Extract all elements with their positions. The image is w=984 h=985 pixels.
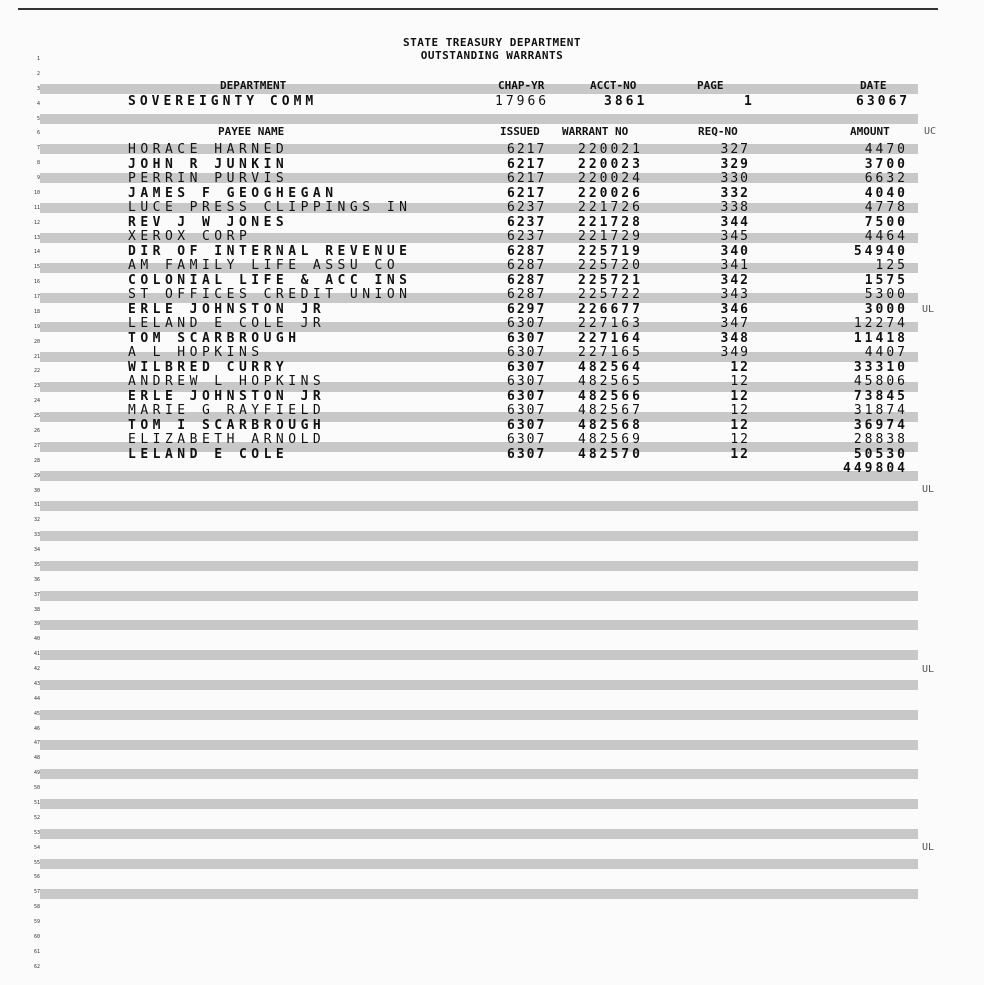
line-number: 12 [33, 219, 40, 226]
line-number: 53 [33, 829, 40, 836]
date-value: 63067 [856, 94, 911, 109]
req-number: 12 [730, 403, 750, 418]
line-number: 56 [33, 874, 40, 881]
issued-date: 6237 [507, 214, 547, 230]
line-number: 57 [33, 889, 40, 896]
req-no-label: REQ-NO [698, 125, 738, 138]
req-number: 342 [720, 272, 750, 288]
line-number: 43 [33, 680, 40, 687]
margin-mark: UC [924, 126, 937, 137]
line-number: 39 [33, 621, 40, 628]
stripe [40, 740, 918, 750]
line-number: 36 [33, 576, 40, 583]
payee-name: ELIZABETH ARNOLD [128, 432, 326, 447]
line-number: 27 [33, 442, 40, 449]
report-title: STATE TREASURY DEPARTMENT [402, 36, 582, 49]
line-number: 25 [33, 413, 40, 420]
payee-name: ERLE JOHNSTON JR [128, 388, 326, 404]
line-number: 48 [33, 755, 40, 762]
warrant-number: 225722 [578, 287, 643, 302]
warrant-number: 482568 [578, 417, 643, 433]
req-number: 12 [730, 359, 750, 375]
stripe [40, 471, 918, 481]
stripe [40, 591, 918, 601]
top-rule [18, 8, 938, 10]
amount: 12274 [853, 316, 908, 331]
warrant-number: 220021 [578, 142, 643, 157]
warrant-number: 221729 [578, 229, 643, 244]
acct-no-label: ACCT-NO [590, 79, 637, 92]
issued-date: 6217 [507, 185, 547, 201]
warrant-number: 221728 [578, 214, 643, 230]
stripe [40, 620, 918, 630]
req-number: 344 [720, 214, 750, 230]
stripe [40, 531, 918, 541]
department-value: SOVEREIGNTY COMM [128, 94, 318, 109]
stripe [40, 114, 918, 124]
stripe [40, 799, 918, 809]
amount-label: AMOUNT [850, 125, 890, 138]
stripe [40, 680, 918, 690]
payee-name: WILBRED CURRY [128, 359, 289, 375]
line-number: 46 [33, 725, 40, 732]
acct-no-value: 3861 [604, 94, 648, 109]
payee-name: JOHN R JUNKIN [128, 156, 289, 172]
amount: 6632 [864, 171, 908, 186]
payee-name: TOM SCARBROUGH [128, 330, 301, 346]
issued-label: ISSUED [500, 125, 540, 138]
stripe [40, 889, 918, 899]
line-number: 40 [33, 636, 40, 643]
line-number: 16 [33, 279, 40, 286]
payee-name: A L HOPKINS [128, 345, 264, 360]
req-number: 340 [720, 243, 750, 259]
amount: 4407 [864, 345, 908, 360]
chap-yr-label: CHAP-YR [498, 79, 545, 92]
issued-date: 6217 [507, 142, 547, 157]
line-number: 8 [36, 160, 40, 167]
line-number: 10 [33, 189, 40, 196]
line-number: 5 [36, 115, 40, 122]
payee-name: COLONIAL LIFE & ACC INS [128, 272, 412, 288]
line-number: 3 [36, 85, 40, 92]
warrant-number: 221726 [578, 200, 643, 215]
warrant-number: 225721 [578, 272, 643, 288]
req-number: 343 [720, 287, 750, 302]
req-number: 12 [730, 432, 750, 447]
amount: 4778 [864, 200, 908, 215]
line-number: 2 [36, 70, 40, 77]
line-number: 17 [33, 294, 40, 301]
line-number: 4 [36, 100, 40, 107]
req-number: 345 [720, 229, 750, 244]
issued-date: 6307 [507, 374, 547, 389]
line-number: 58 [33, 904, 40, 911]
line-number: 55 [33, 859, 40, 866]
warrant-number: 220024 [578, 171, 643, 186]
warrant-number: 220026 [578, 185, 643, 201]
req-number: 348 [720, 330, 750, 346]
margin-mark: UL [922, 304, 935, 315]
amount: 4464 [864, 229, 908, 244]
issued-date: 6307 [507, 417, 547, 433]
req-number: 12 [730, 446, 750, 462]
issued-date: 6307 [507, 403, 547, 418]
warrant-number: 226677 [578, 301, 643, 317]
amount: 3700 [864, 156, 908, 172]
payee-name: JAMES F GEOGHEGAN [128, 185, 338, 201]
amount: 36974 [853, 417, 908, 433]
issued-date: 6307 [507, 359, 547, 375]
line-number: 33 [33, 532, 40, 539]
report-header [0, 36, 984, 62]
line-number: 60 [33, 933, 40, 940]
line-number: 11 [33, 204, 40, 211]
line-number: 14 [33, 249, 40, 256]
issued-date: 6287 [507, 243, 547, 259]
line-number: 30 [33, 487, 40, 494]
line-number: 15 [33, 264, 40, 271]
page-value: 1 [744, 94, 752, 109]
warrant-number: 227165 [578, 345, 643, 360]
line-number: 41 [33, 651, 40, 658]
payee-name-label: PAYEE NAME [218, 125, 285, 138]
line-number: 42 [33, 666, 40, 673]
issued-date: 6217 [507, 156, 547, 172]
issued-date: 6307 [507, 432, 547, 447]
line-number: 6 [36, 130, 40, 137]
warrant-no-label: WARRANT NO [562, 125, 629, 138]
warrant-number: 220023 [578, 156, 643, 172]
warrant-number: 482569 [578, 432, 643, 447]
stripe [40, 501, 918, 511]
payee-name: HORACE HARNED [128, 142, 289, 157]
page-label: PAGE [697, 79, 724, 92]
amount: 4470 [864, 142, 908, 157]
issued-date: 6307 [507, 330, 547, 346]
issued-date: 6307 [507, 446, 547, 462]
payee-name: AM FAMILY LIFE ASSU CO [128, 258, 400, 273]
stripe [40, 710, 918, 720]
line-number: 7 [36, 145, 40, 152]
payee-name: LELAND E COLE JR [128, 316, 326, 331]
line-number: 23 [33, 383, 40, 390]
warrant-number: 482567 [578, 403, 643, 418]
amount: 1575 [864, 272, 908, 288]
warrant-number: 227163 [578, 316, 643, 331]
req-number: 346 [720, 301, 750, 317]
line-number: 62 [33, 963, 40, 970]
warrant-number: 227164 [578, 330, 643, 346]
line-number: 35 [33, 561, 40, 568]
req-number: 329 [720, 156, 750, 172]
payee-name: LUCE PRESS CLIPPINGS IN [128, 200, 412, 215]
line-number: 54 [33, 844, 40, 851]
issued-date: 6237 [507, 229, 547, 244]
total-amount: 449804 [843, 461, 908, 476]
line-number: 13 [33, 234, 40, 241]
line-number: 29 [33, 472, 40, 479]
issued-date: 6307 [507, 388, 547, 404]
req-number: 12 [730, 374, 750, 389]
line-number: 34 [33, 547, 40, 554]
issued-date: 6287 [507, 272, 547, 288]
line-number: 32 [33, 517, 40, 524]
req-number: 12 [730, 388, 750, 404]
payee-name: TOM I SCARBROUGH [128, 417, 326, 433]
req-number: 332 [720, 185, 750, 201]
amount: 31874 [853, 403, 908, 418]
req-number: 12 [730, 417, 750, 433]
line-number: 51 [33, 800, 40, 806]
stripe [40, 829, 918, 839]
line-number: 44 [33, 695, 40, 702]
stripe [40, 859, 918, 869]
warrant-number: 482566 [578, 388, 643, 404]
line-number: 37 [33, 591, 40, 598]
margin-mark: UL [922, 484, 935, 495]
amount: 45806 [853, 374, 908, 389]
amount: 3000 [864, 301, 908, 317]
issued-date: 6287 [507, 258, 547, 273]
payee-name: PERRIN PURVIS [128, 171, 289, 186]
line-number: 21 [33, 353, 40, 360]
payee-name: XEROX CORP [128, 229, 252, 244]
req-number: 338 [720, 200, 750, 215]
warrant-number: 482564 [578, 359, 643, 375]
payee-name: ST OFFICES CREDIT UNION [128, 287, 412, 302]
amount: 7500 [864, 214, 908, 230]
line-number: 19 [33, 323, 40, 330]
payee-name: DIR OF INTERNAL REVENUE [128, 243, 412, 259]
issued-date: 6237 [507, 200, 547, 215]
department-label: DEPARTMENT [220, 79, 287, 92]
date-label: DATE [860, 79, 887, 92]
amount: 33310 [853, 359, 908, 375]
req-number: 347 [720, 316, 750, 331]
issued-date: 6307 [507, 345, 547, 360]
warrant-number: 482570 [578, 446, 643, 462]
line-number: 47 [33, 740, 40, 747]
issued-date: 6217 [507, 171, 547, 186]
line-number: 28 [33, 457, 40, 464]
req-number: 341 [720, 258, 750, 273]
amount: 50530 [853, 446, 908, 462]
amount: 73845 [853, 388, 908, 404]
issued-date: 6307 [507, 316, 547, 331]
payee-name: REV J W JONES [128, 214, 289, 230]
payee-name: LELAND E COLE [128, 446, 289, 462]
issued-date: 6287 [507, 287, 547, 302]
line-number: 1 [36, 56, 40, 62]
amount: 5300 [864, 287, 908, 302]
line-number: 9 [36, 175, 40, 182]
line-number: 22 [33, 368, 40, 375]
line-number: 31 [33, 502, 40, 509]
payee-name: ERLE JOHNSTON JR [128, 301, 326, 317]
stripe [40, 769, 918, 779]
line-number: 50 [33, 785, 40, 792]
line-number: 45 [33, 710, 40, 717]
line-number: 59 [33, 919, 40, 926]
warrant-number: 482565 [578, 374, 643, 389]
stripe [40, 650, 918, 660]
amount: 125 [875, 258, 908, 273]
margin-mark: UL [922, 842, 935, 853]
line-number: 38 [33, 606, 40, 613]
amount: 11418 [853, 330, 908, 346]
req-number: 327 [720, 142, 750, 157]
amount: 4040 [864, 185, 908, 201]
chap-yr-value: 17966 [495, 94, 550, 109]
line-number: 24 [33, 398, 40, 405]
warrant-number: 225719 [578, 243, 643, 259]
stripe [40, 84, 918, 94]
line-number: 52 [33, 814, 40, 821]
line-number: 18 [33, 308, 40, 315]
line-number: 61 [33, 948, 40, 955]
payee-name: ANDREW L HOPKINS [128, 374, 326, 389]
amount: 28838 [853, 432, 908, 447]
line-number: 26 [33, 428, 40, 434]
line-number: 20 [33, 338, 40, 345]
issued-date: 6297 [507, 301, 547, 317]
margin-mark: UL [922, 664, 935, 675]
req-number: 349 [720, 345, 750, 360]
payee-name: MARIE G RAYFIELD [128, 403, 326, 418]
warrant-number: 225720 [578, 258, 643, 273]
line-number: 49 [33, 770, 40, 777]
stripe [40, 561, 918, 571]
amount: 54940 [853, 243, 908, 259]
req-number: 330 [720, 171, 750, 186]
report-subtitle: OUTSTANDING WARRANTS [420, 49, 564, 62]
